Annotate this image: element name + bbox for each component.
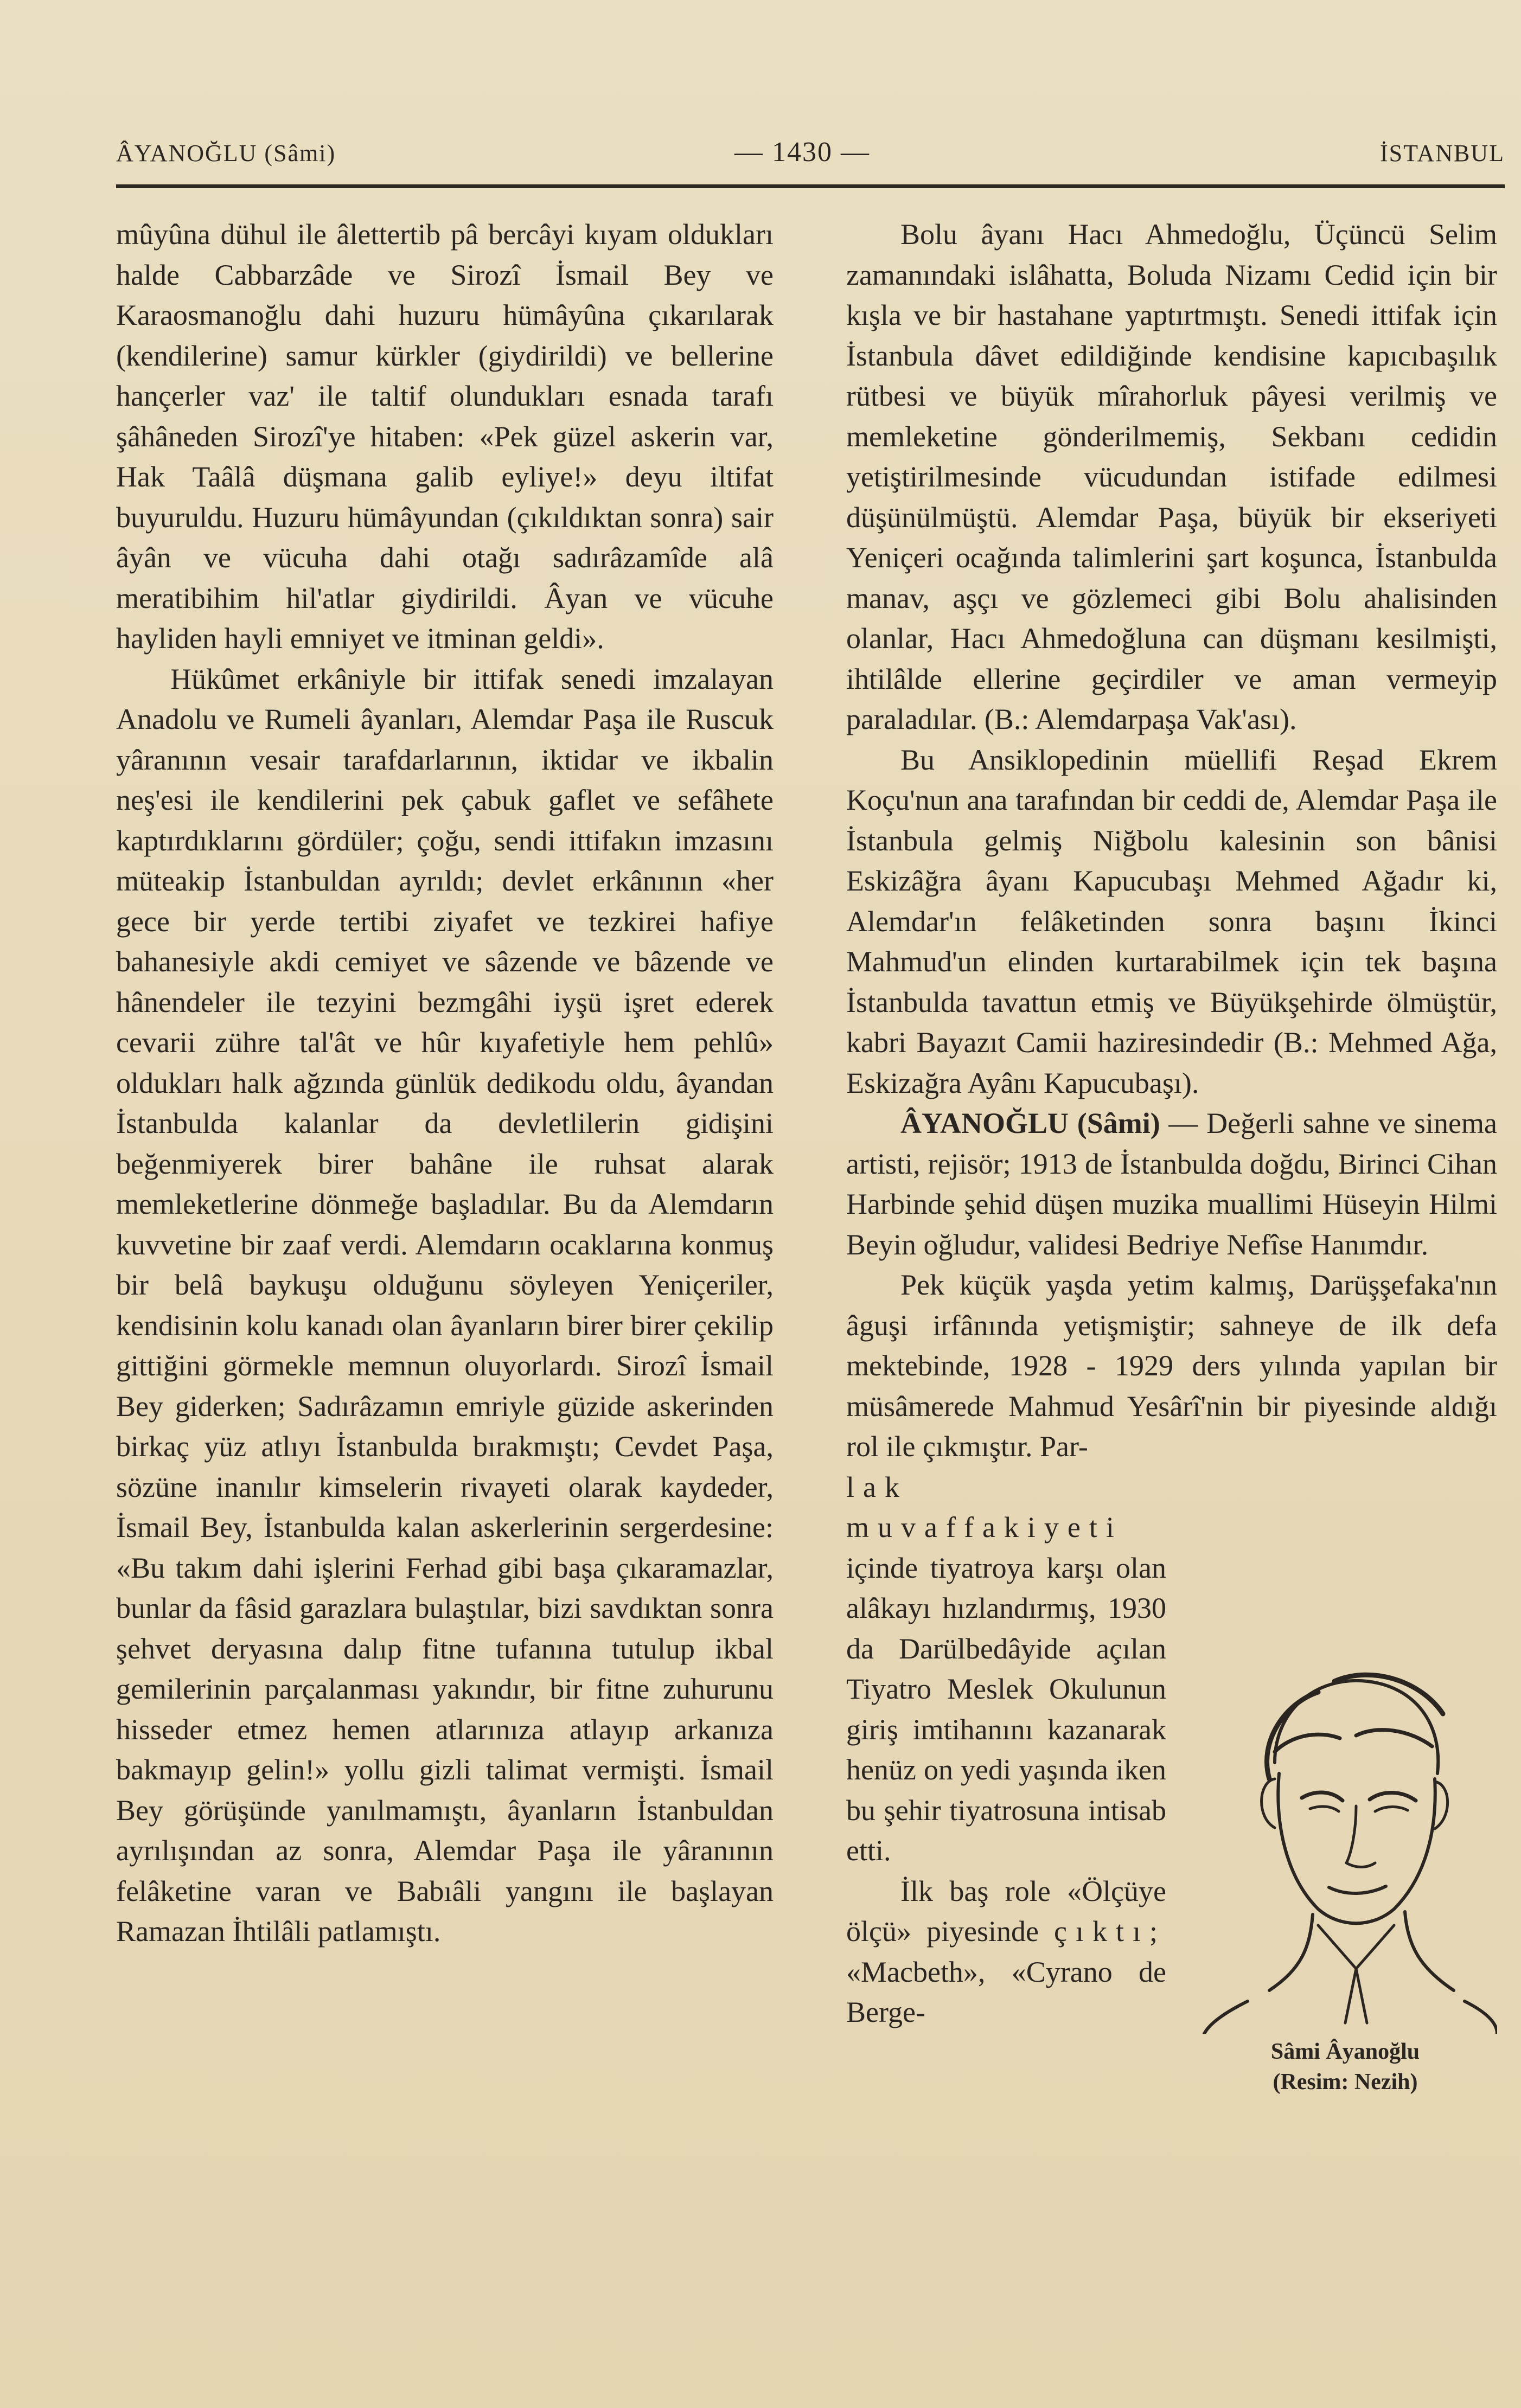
entry-intro-text: — Değerli sahne ve sinema artisti, rejisör; 1913 de İstanbulda doğdu, Birinci Cihan Harbinde şehid düşen muzika muallimi Hüseyin Hilmi Beyin oğludur, validesi Bedriye Nefîse Hanımdır. <box>846 1107 1497 1261</box>
left-column <box>116 214 774 1952</box>
header-headword: ÂYANOĞLU (Sâmi) <box>116 140 336 166</box>
right-paragraph-1: Bolu âyanı Hacı Ahmedoğlu, Üçüncü Selim zamanındaki islâhatta, Boluda Nizamı Cedid için bir kışla ve bir hastahane yaptırtmıştı. Senedi ittifak için İstanbula dâvet edildiğinde kendisine kapıcıbaşılık rütbesi ve büyük mîrahorluk pâyesi verilmiş ve memleketine gönderilmemiş, Sekbanı cedidin yetiştirilmesinde vücudundan istifade edilmesi düşünülmüştü. Alemdar Paşa, büyük bir ekseriyeti Yeniçeri ocağında talimlerini şart koşunca, İstanbulda manav, aşçı ve gözlemeci gibi Bolu ahalisinden olanlar, Hacı Ahmedoğluna can düşmanı kesilmişti, ihtilâlde ellerine geçirdiler ve aman vermeyip paraladılar. (B.: Alemdarpaşa Vak'ası). <box>846 218 1497 735</box>
header-rule <box>116 184 1505 188</box>
portrait-caption <box>1193 2036 1497 2097</box>
spaced-text-2: çıktı; <box>1054 1915 1166 1948</box>
caption-credit: (Resim: Nezih) <box>1273 2070 1418 2095</box>
portrait-drawing <box>1193 1643 1497 2034</box>
entry-intro <box>846 1103 1497 1265</box>
page-header <box>116 133 1505 176</box>
header-volume: İSTANBUL <box>1379 140 1505 166</box>
entry-headword: ÂYANOĞLU (Sâmi) <box>900 1107 1160 1139</box>
entry-paragraph-2-cont <box>846 1467 1166 1871</box>
entry-paragraph-3-a: İlk baş role «Ölçüye ölçü» piyesinde <box>846 1874 1166 1948</box>
page-number: — 1430 — <box>734 137 870 168</box>
entry-paragraph-3 <box>846 1871 1166 2033</box>
left-paragraph-1: mûyûna dühul ile âlettertib pâ bercâyi kıyam oldukları halde Cabbarzâde ve Sirozî İsmail Bey ve Karaosmanoğlu dahi huzuru hümâyûna çıkarılarak (kendilerine) samur kürkler (giydirildi) ve bellerine hançerler vaz' ile taltif olundukları esnada tarafı şâhâneden Sirozî'ye hitaben: «Pek güzel askerin var, Hak Taâlâ düşmana galib eyliye!» deyu iltifat buyuruldu. Huzuru hümâyundan (çıkıldıktan sonra) sair âyân ve vücuha dahi otağı sadırâzamîde alâ meratibihim hil'atlar giydirildi. Âyan ve vücuhe hayliden hayli emniyet ve itminan geldi». <box>116 218 774 655</box>
entry-paragraph-2: Pek küçük yaşda yetim kalmış, Darüşşefaka'nın âguşi irfânında yetişmiştir; sahneye de ilk defa mektebinde, 1928 - 1929 ders yılında yapılan bir müsâmerede Mahmud Yesârî'nin bir piyesinde aldığı rol ile çıkmıştır. Par- <box>846 1269 1497 1463</box>
entry-paragraph-3-b: «Macbeth», «Cyrano de Berge- <box>846 1955 1166 2028</box>
caption-name: Sâmi Âyanoğlu <box>1270 2039 1420 2064</box>
left-paragraph-2: Hükûmet erkâniyle bir ittifak senedi imzalayan Anadolu ve Rumeli âyanları, Alemdar Paşa ile Ruscuk yâranının vesair tarafdarlarının, iktidar ve ikbalin neş'esi ile kendilerini pek çabuk gaflet ve sefâhete kaptırdıklarını gördüler; çoğu, sendi ittifakın imzasını müteakip İstanbuldan ayrıldı; devlet erkânının «her gece bir yerde tertibi ziyafet ve tezkirei hafiye bahanesiyle akdi cemiyet ve sâzende ve bâzende ve hânendeler ile tezyini bezmgâhi iyşü işret ederek cevarii zühre tal'ât ve hûr kıyafetiyle hem pehlû» oldukları halk ağzında günlük dedikodu oldu, âyandan İstanbulda kalanlar da devletlilerin gidişini beğenmiyerek birer bahâne ile ruhsat alarak memleketlerine dönmeğe başladılar. Bu da Alemdarın kuvvetine bir zaaf verdi. Alemdarın ocaklarına konmuş bir belâ baykuşu olduğunu söyleyen Yeniçeriler, kendisinin kolu kanadı olan âyanların birer birer çekilip gittiğini görmekle memnun oluyorlardı. Sirozî İsmail Bey giderken; Sadırâzamın emriyle güzide askerinden birkaç yüz atlıyı İstanbulda bırakmıştı; Cevdet Paşa, sözüne inanılır kimselerin rivayeti olarak kaydeder, İsmail Bey, İstanbulda kalan askerlerinin sergerdesine: «Bu takım dahi işlerini Ferhad gibi başa çıkaramazlar, bunlar da fâsid garazlara bulaştılar, bizi savdıktan sonra şehvet deryasına dalıp fitne tufanına tutulup ikbal gemilerinin parçalanması yakındır, bir fitne zuhurunu hisseder etmez hemen atlarınıza atlayıp arkanıza bakmayıp gelin!» yollu gizli talimat vermişti. İsmail Bey görüşünde yanılmamıştı, âyanların İstanbuldan ayrılışından az sonra, Alemdar Paşa ile yâranının felâketine varan ve Babıâli yangını ile başlayan Ramazan İhtilâli patlamıştı. <box>116 662 774 1948</box>
spaced-text-1: lak muvaffakiyeti <box>846 1470 1123 1544</box>
right-paragraph-2: Bu Ansiklopedinin müellifi Reşad Ekrem Koçu'nun ana tarafından bir ceddi de, Alemdar Paşa ile İstanbula gelmiş Niğbolu kalesinin son bânisi Eskizâğra âyanı Kapucubaşı Mehmed Ağadır ki, Alemdar'ın felâketinden sonra başını İkinci Mahmud'un elinden kurtarabilmek için tek başına İstanbulda tavattun etmiş ve Büyükşehirde ölmüştür, kabri Bayazıt Camii haziresindedir (B.: Mehmed Ağa, Eskizağra Ayânı Kapucubaşı). <box>846 743 1497 1099</box>
entry-paragraph-2-rest: içinde tiyatroya karşı olan alâkayı hızlandırmış, 1930 da Darülbedâyide açılan Tiyatro Meslek Okulunun giriş imtihanını kazanarak henüz on yedi yaşında iken bu şehir tiyatrosuna intisab etti. <box>846 1551 1166 1867</box>
